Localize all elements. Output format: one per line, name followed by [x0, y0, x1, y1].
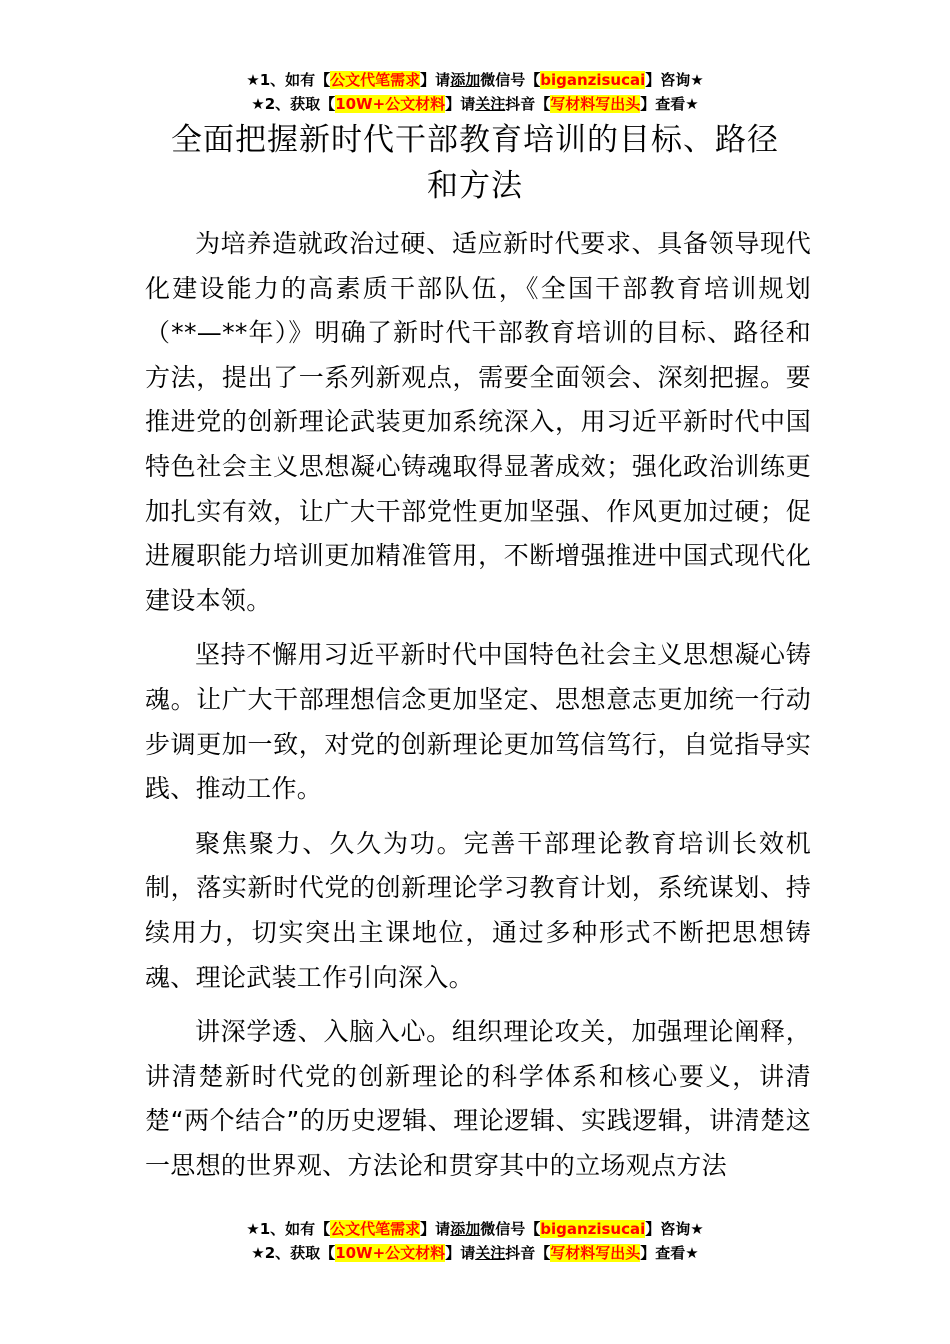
banner-text: 】咨询★ — [645, 71, 704, 89]
banner-text: 】咨询★ — [645, 1220, 704, 1238]
banner-text: ★2、获取【 — [251, 95, 336, 113]
document-body — [145, 222, 811, 1198]
banner-text: ★2、获取【 — [251, 1244, 336, 1262]
title-line-2: 和方法 — [427, 168, 523, 204]
banner-text: 】查看★ — [640, 95, 699, 113]
document-title — [145, 117, 805, 209]
title-line-1: 全面把握新时代干部教育培训的目标、路径 — [171, 122, 779, 158]
paragraph: 为培养造就政治过硬、适应新时代要求、具备领导现代化建设能力的高素质干部队伍，《全国干部教育培训规划（**—**年）》明确了新时代干部教育培训的目标、路径和方法，提出了一系列新观点，需要全面领会、深刻把握。要推进党的创新理论武装更加系统深入，用习近平新时代中国特色社会主义思想凝心铸魂取得显著成效；强化政治训练更加扎实有效，让广大干部党性更加坚强、作风更加过硬；促进履职能力培训更加精准管用，不断增强推进中国式现代化建设本领。 — [145, 229, 811, 615]
banner-text: 】请 — [445, 95, 476, 113]
banner-line-2 — [0, 1241, 950, 1265]
banner-highlight: 公文代笔需求 — [330, 1220, 421, 1238]
paragraph: 聚焦聚力、久久为功。完善干部理论教育培训长效机制，落实新时代党的创新理论学习教育计划，系统谋划、持续用力，切实突出主课地位，通过多种形式不断把思想铸魂、理论武装工作引向深入。 — [145, 828, 811, 992]
banner-text: ★1、如有【 — [246, 71, 331, 89]
banner-text: 抖音【 — [505, 95, 551, 113]
banner-underlined: 添加 — [450, 1220, 481, 1238]
banner-text: 】请 — [420, 71, 451, 89]
banner-wechat-id: biganzisucai — [540, 1220, 646, 1238]
banner-highlight: 10W+公文材料 — [335, 95, 446, 113]
banner-underlined: 添加 — [450, 71, 481, 89]
footer-banner — [0, 1217, 950, 1265]
banner-text: 】请 — [420, 1220, 451, 1238]
banner-douyin-id: 写材料写出头 — [550, 1244, 641, 1262]
banner-text: 抖音【 — [505, 1244, 551, 1262]
banner-line-1 — [0, 1217, 950, 1241]
banner-highlight: 公文代笔需求 — [330, 71, 421, 89]
paragraph: 讲深学透、入脑入心。组织理论攻关，加强理论阐释，讲清楚新时代党的创新理论的科学体系和核心要义，讲清楚“两个结合”的历史逻辑、理论逻辑、实践逻辑，讲清楚这一思想的世界观、方法论和贯穿其中的立场观点方法 — [145, 1017, 811, 1180]
header-banner — [0, 68, 950, 116]
paragraph: 坚持不懈用习近平新时代中国特色社会主义思想凝心铸魂。让广大干部理想信念更加坚定、思想意志更加统一行动步调更加一致，对党的创新理论更加笃信笃行，自觉指导实践、推动工作。 — [145, 640, 811, 804]
banner-douyin-id: 写材料写出头 — [550, 95, 641, 113]
banner-wechat-id: biganzisucai — [540, 71, 646, 89]
banner-text: 】请 — [445, 1244, 476, 1262]
banner-text: ★1、如有【 — [246, 1220, 331, 1238]
banner-highlight: 10W+公文材料 — [335, 1244, 446, 1262]
banner-underlined: 关注 — [475, 1244, 506, 1262]
banner-underlined: 关注 — [475, 95, 506, 113]
banner-line-2 — [0, 92, 950, 116]
banner-text: 微信号【 — [480, 1220, 541, 1238]
banner-text: 】查看★ — [640, 1244, 699, 1262]
banner-text: 微信号【 — [480, 71, 541, 89]
banner-line-1 — [0, 68, 950, 92]
